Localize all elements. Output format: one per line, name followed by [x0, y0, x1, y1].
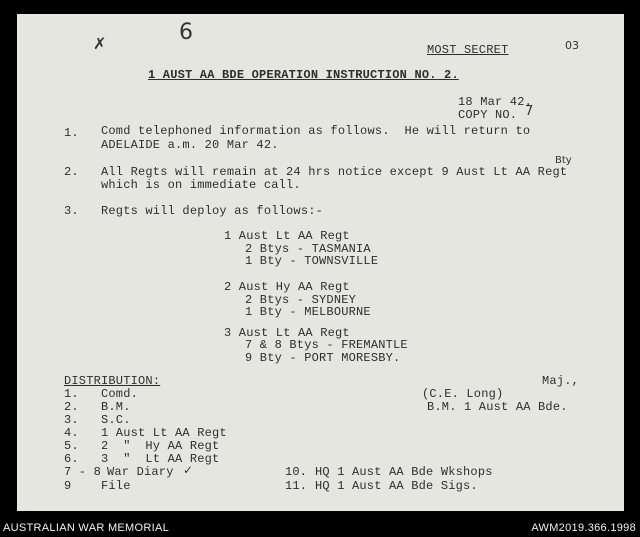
- dist-number: 5.: [64, 439, 79, 453]
- handwritten-corner-number: 03: [565, 39, 579, 52]
- dist-number: 10.: [285, 465, 308, 479]
- signature-rank: Maj.,: [542, 374, 580, 388]
- dist-number: 7 - 8: [64, 465, 102, 479]
- handwritten-copy-number: 7: [525, 104, 534, 119]
- para-number: 1.: [64, 126, 79, 140]
- dist-number: 3.: [64, 413, 79, 427]
- dist-item: 1 Aust Lt AA Regt: [101, 426, 227, 440]
- handwritten-bty: Bty: [555, 155, 572, 166]
- dist-number: 4.: [64, 426, 79, 440]
- dist-item: HQ 1 Aust AA Bde Sigs.: [315, 479, 478, 493]
- footer-institution: AUSTRALIAN WAR MEMORIAL: [3, 522, 170, 534]
- dist-number: 9: [64, 479, 72, 493]
- bty-line: 7 & 8 Btys - FREMANTLE: [245, 338, 408, 352]
- dist-number: 6.: [64, 452, 79, 466]
- para-line: Comd telephoned information as follows. He will return to: [101, 124, 531, 138]
- dist-item: HQ 1 Aust AA Bde Wkshops: [315, 465, 493, 479]
- regt-name: 3 Aust Lt AA Regt: [224, 326, 350, 340]
- dist-item: File: [101, 479, 131, 493]
- signature-name: (C.E. Long): [422, 387, 504, 401]
- bty-line: 2 Btys - SYDNEY: [245, 293, 357, 307]
- signature-title: B.M. 1 Aust AA Bde.: [427, 400, 568, 414]
- dist-item: S.C.: [101, 413, 131, 427]
- dist-item: 2 " Hy AA Regt: [101, 439, 220, 453]
- dist-item: War Diary: [107, 465, 174, 479]
- dist-item: B.M.: [101, 400, 131, 414]
- dist-number: 1.: [64, 387, 79, 401]
- bty-line: 1 Bty - MELBOURNE: [245, 305, 371, 319]
- regt-name: 1 Aust Lt AA Regt: [224, 229, 350, 243]
- para-line: Regts will deploy as follows:-: [101, 204, 324, 218]
- footer-accession: AWM2019.366.1998: [531, 522, 636, 534]
- handwritten-page-number: 6: [179, 20, 193, 45]
- dist-number: 2.: [64, 400, 79, 414]
- classification: MOST SECRET: [427, 43, 509, 57]
- dist-item: Comd.: [101, 387, 139, 401]
- bty-line: 2 Btys - TASMANIA: [245, 242, 371, 256]
- bty-line: 1 Bty - TOWNSVILLE: [245, 254, 379, 268]
- para-line: All Regts will remain at 24 hrs notice except 9 Aust Lt AA Regt: [101, 165, 568, 179]
- document-date: 18 Mar 42.: [458, 95, 533, 109]
- handwritten-tick: ✗: [93, 34, 107, 53]
- handwritten-check-icon: ✓: [183, 463, 194, 477]
- para-number: 2.: [64, 165, 79, 179]
- para-line: ADELAIDE a.m. 20 Mar 42.: [101, 138, 279, 152]
- para-number: 3.: [64, 204, 79, 218]
- distribution-heading: DISTRIBUTION:: [64, 374, 161, 388]
- document-title: 1 AUST AA BDE OPERATION INSTRUCTION NO. 2.: [148, 68, 459, 82]
- regt-name: 2 Aust Hy AA Regt: [224, 280, 350, 294]
- dist-number: 11.: [285, 479, 308, 493]
- bty-line: 9 Bty - PORT MORESBY.: [245, 351, 401, 365]
- copy-label: COPY NO.: [458, 108, 518, 122]
- document-page: [17, 14, 624, 511]
- para-line: which is on immediate call.: [101, 178, 301, 192]
- dist-item: 3 " Lt AA Regt: [101, 452, 220, 466]
